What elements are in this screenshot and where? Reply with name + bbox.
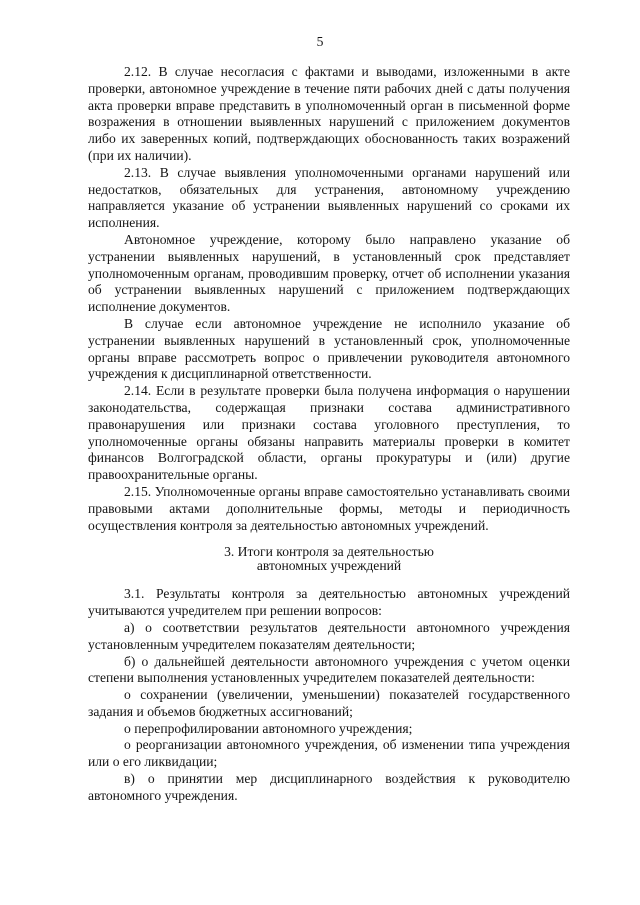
- list-item-v: в) о принятии мер дисциплинарного воздействия к руководителю автономного учреждения.: [88, 771, 570, 803]
- section-heading-line-1: 3. Итоги контроля за деятельностью: [224, 544, 434, 560]
- paragraph-2-15: 2.15. Уполномоченные органы вправе самостоятельно устанавливать своими правовыми актами дополнительные формы, методы и периодичность осуществления контроля за деятельностью автономных учреждений.: [88, 483, 570, 533]
- list-item-a: а) о соответствии результатов деятельности автономного учреждения установленным учредителем показателям деятельности;: [88, 619, 570, 652]
- sub-item-state-assignment: о сохранении (увеличении, уменьшении) показателей государственного задания и объемов бюджетных ассигнований;: [88, 687, 570, 719]
- sub-item-reprofiling: о перепрофилировании автономного учреждения;: [124, 720, 413, 736]
- page-number: 5: [316, 34, 324, 49]
- sub-item-reorganization: о реорганизации автономного учреждения, об изменении типа учреждения или о его ликвидации;: [88, 737, 570, 770]
- document-body: [88, 64, 570, 805]
- paragraph-report-requirement: Автономное учреждение, которому было направлено указание об устранении выявленных нарушений, в установленный срок представляет уполномоченным органам, проводившим проверку, отчет об исполнении указания об устранении выявленных нарушений с приложением подтверждающих исполнение документов.: [88, 231, 570, 315]
- section-heading: [88, 545, 570, 572]
- list-item-b: б) о дальнейшей деятельности автономного учреждения с учетом оценки степени выполнения установленных учредителем показателей деятельности:: [88, 653, 570, 686]
- paragraph-disciplinary-liability: В случае если автономное учреждение не исполнило указание об устранении выявленных нарушений в установленный срок, уполномоченные органы вправе рассмотреть вопрос о привлечении руководителя автономного учреждения к дисциплинарной ответственности.: [88, 315, 570, 382]
- paragraph-2-12: 2.12. В случае несогласия с фактами и выводами, изложенными в акте проверки, автономное учреждение в течение пяти рабочих дней с даты получения акта проверки вправе представить в уполномоченный орган в письменной форме возражения в отношении выявленных нарушений с приложением документов либо их заверенных копий, подтверждающих обоснованность таких возражений (при их наличии).: [88, 64, 570, 163]
- paragraph-2-14: 2.14. Если в результате проверки была получена информация о нарушении законодательства, содержащая признаки состава административного правонарушения или признаки состава уголовного преступления, то уполномоченные органы обязаны направить материалы проверки в комитет финансов Волгоградской области, органы прокуратуры и (или) другие правоохранительные органы.: [88, 383, 570, 483]
- paragraph-3-1: 3.1. Результаты контроля за деятельностью автономных учреждений учитываются учредителем при решении вопросов:: [88, 586, 570, 619]
- paragraph-2-13: 2.13. В случае выявления уполномоченными органами нарушений или недостатков, обязательных для устранения, автономному учреждению направляется указание об устранении выявленных нарушений со сроками их исполнения.: [88, 164, 570, 231]
- section-heading-line-2: автономных учреждений: [256, 557, 402, 573]
